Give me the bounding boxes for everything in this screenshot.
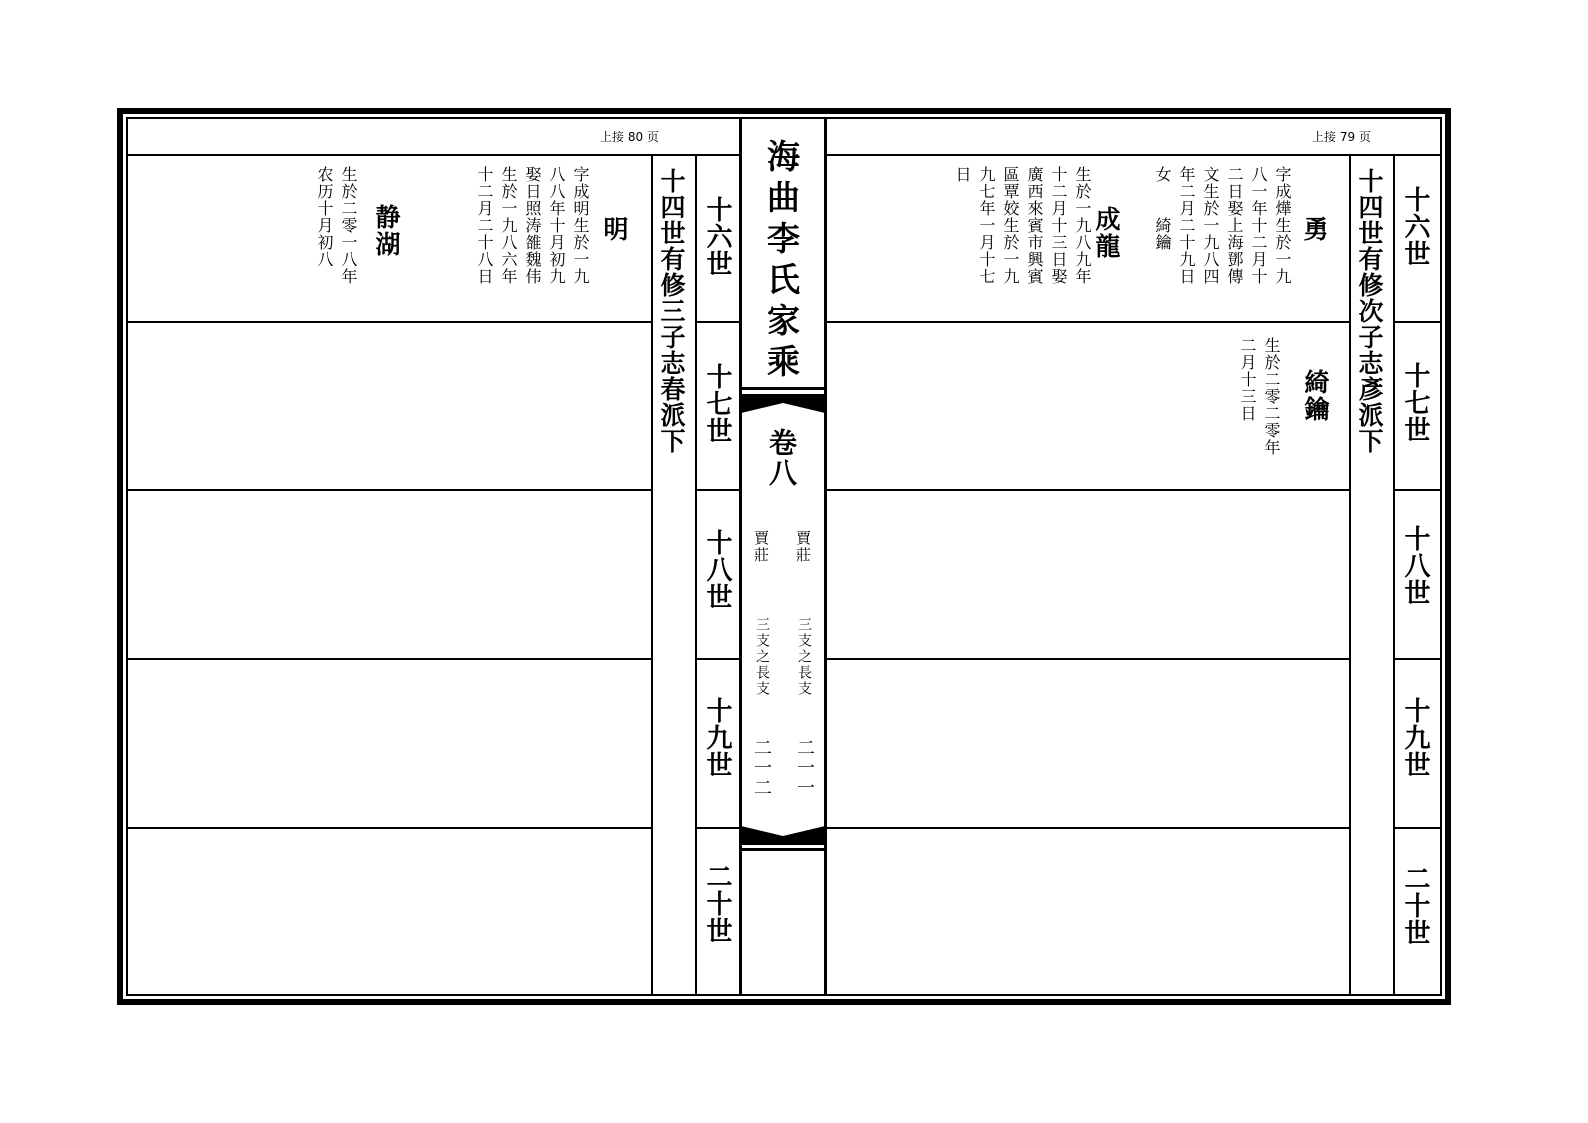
right-row-line bbox=[826, 321, 1350, 323]
left-gen-label: 二十世 bbox=[702, 863, 732, 944]
right-gen-label: 十九世 bbox=[1400, 697, 1430, 778]
person-name: 成龍 bbox=[1092, 206, 1121, 260]
person-name: 明 bbox=[600, 216, 629, 243]
left-gen-line bbox=[695, 489, 740, 491]
left-gen-label: 十七世 bbox=[702, 363, 732, 444]
left-row-line bbox=[127, 827, 651, 829]
person-entry bbox=[472, 160, 647, 318]
left-header-line bbox=[127, 154, 740, 156]
left-gen-label: 十八世 bbox=[702, 529, 732, 610]
book-title: 海曲李氏家乘 bbox=[762, 139, 801, 385]
person-detail: 生於二零一八年 农历十月初八 bbox=[315, 166, 358, 285]
right-row-line bbox=[826, 489, 1350, 491]
right-place-label: 賈莊 bbox=[794, 530, 812, 564]
right-row-line bbox=[826, 827, 1350, 829]
left-row-line bbox=[127, 489, 651, 491]
left-gen-line bbox=[695, 827, 740, 829]
left-gen-col-border bbox=[695, 154, 697, 995]
person-detail: 字成燁生於一九 八一年十二月十 二日娶上海鄧傳 文生於一九八四 年二月二十九日 女 綺鑰 bbox=[1153, 166, 1292, 285]
person-detail: 生於二零二零年 二月十三日 bbox=[1238, 337, 1281, 456]
right-gen-line bbox=[1393, 658, 1441, 660]
person-name: 静湖 bbox=[372, 204, 401, 258]
left-gen-label: 十六世 bbox=[702, 196, 732, 277]
left-gen-label: 十九世 bbox=[702, 697, 732, 778]
person-entry bbox=[1235, 325, 1345, 485]
spine-title-block bbox=[741, 117, 825, 387]
left-gen-line bbox=[695, 321, 740, 323]
left-row-line bbox=[127, 321, 651, 323]
right-gen-label: 十六世 bbox=[1400, 186, 1430, 267]
volume-label: 卷八 bbox=[765, 428, 798, 488]
right-gen-label: 十七世 bbox=[1400, 362, 1430, 443]
right-page-number: 二一一 bbox=[794, 738, 815, 798]
right-branch-title: 十四世有修次子志彥派下 bbox=[1355, 168, 1384, 454]
right-gen-line bbox=[1393, 827, 1441, 829]
left-branch-label: 三支之長支 bbox=[754, 617, 770, 697]
left-branch-title: 十四世有修三子志春派下 bbox=[657, 168, 686, 454]
right-row-line bbox=[826, 658, 1350, 660]
right-page-header: 上接 79 页 bbox=[1312, 130, 1371, 144]
person-name: 勇 bbox=[1300, 216, 1329, 243]
right-branch-col-border bbox=[1349, 154, 1351, 995]
left-row-line bbox=[127, 658, 651, 660]
right-gen-line bbox=[1393, 321, 1441, 323]
person-name: 綺鑰 bbox=[1301, 369, 1330, 423]
left-page-number: 二一二 bbox=[751, 738, 772, 798]
right-gen-label: 十八世 bbox=[1400, 525, 1430, 606]
right-branch-label: 三支之長支 bbox=[796, 617, 812, 697]
person-entry bbox=[950, 160, 1140, 318]
person-entry bbox=[1150, 160, 1345, 318]
left-place-label: 賈莊 bbox=[752, 530, 770, 564]
left-page-header: 上接 80 页 bbox=[600, 130, 659, 144]
person-entry bbox=[312, 160, 422, 318]
right-gen-line bbox=[1393, 489, 1441, 491]
fishtail-top-ornament bbox=[741, 387, 825, 417]
right-gen-col-border bbox=[1393, 154, 1395, 995]
left-gen-line bbox=[695, 658, 740, 660]
person-detail: 字成明生於一九 八八年十月初九 娶日照涛雒魏伟 生於一九八六年 十二月二十八日 bbox=[475, 166, 590, 285]
fishtail-bottom-ornament bbox=[741, 822, 825, 852]
person-detail: 生於一九八九年 十二月十三日娶 廣西來賓市興賓 區覃姣生於一九 九七年一月十七 日 bbox=[953, 166, 1092, 285]
right-gen-label: 二十世 bbox=[1400, 865, 1430, 946]
left-branch-col-border bbox=[651, 154, 653, 995]
